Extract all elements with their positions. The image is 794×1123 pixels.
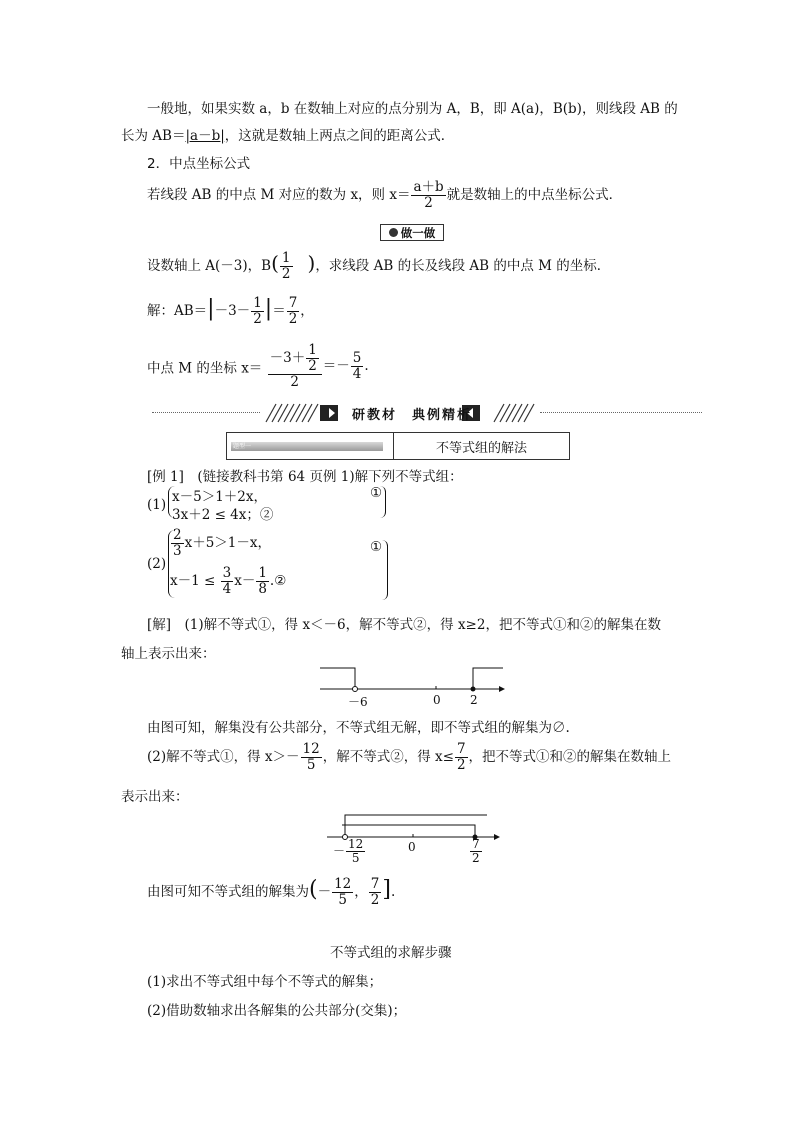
topic-title: 不等式组的解法 [435, 440, 527, 456]
solution2-line2: 表示出来： [121, 789, 189, 805]
solution-midpoint: 中点 M 的坐标 x＝ －3＋ $\frac{1}{2}$ 2 ＝－ $\frac{5}{4}$ . [147, 342, 369, 390]
conclusion2: 由图可知不等式组的解集为(－ $\frac{12}{5}$ ， $\frac{7}{2}$ ]. [147, 876, 396, 908]
ex1-label: (1) [147, 497, 167, 513]
midpoint-formula: 若线段 AB 的中点 M 对应的数为 x，则 x＝ $\frac{a+b}{2}$ 就是数轴上的中点坐标公式． [147, 179, 623, 211]
topic-tag: 题型一 [231, 442, 383, 451]
axis1-tick-neg6: －6 [348, 695, 368, 709]
axis2-tick-right: $\frac{7}{2}$ [472, 837, 480, 866]
distance-formula-line2: 长为 AB＝|a－b|，这就是数轴上两点之间的距离公式． [121, 128, 455, 144]
ex1-mark1: ① [370, 485, 383, 501]
axis2-tick-0: 0 [408, 840, 416, 854]
ex2-mark1: ① [370, 539, 383, 555]
banner-title: 研教材 典例精析 [352, 408, 473, 423]
try-it-badge: 做一做 [380, 224, 444, 241]
conclusion1: 由图可知，解集没有公共部分，不等式组无解，即不等式组的解集为∅. [147, 720, 570, 736]
axis1-tick-0: 0 [433, 693, 441, 707]
solution-length: 解：AB＝|－3－ $\frac{1}{2}$ |＝ $\frac{7}{2}$ ， [147, 295, 314, 327]
example-heading: [例 1] (链接教科书第 64 页例 1)解下列不等式组： [147, 469, 463, 485]
ex2-right-paren [382, 540, 388, 600]
axis1-tick-2: 2 [470, 693, 478, 707]
section-title-midpoint: 2．中点坐标公式 [147, 156, 251, 172]
distance-formula-line1: 一般地，如果实数 a，b 在数轴上对应的点分别为 A，B，即 A(a)，B(b)，则线段 AB 的 [147, 101, 678, 117]
number-line-1 [315, 662, 510, 708]
ex2-label: (2) [147, 556, 167, 572]
step-1: (1)求出不等式组中每个不等式的解集； [147, 974, 383, 990]
ex1-line1: x－5＞1＋2x， [172, 489, 267, 505]
topic-box [226, 432, 570, 460]
ex1-right-paren [380, 486, 386, 518]
solution1-line2: 轴上表示出来： [121, 646, 216, 662]
ex1-line2: 3x＋2 ≤ 4x；② [172, 507, 274, 523]
steps-title: 不等式组的求解步骤 [330, 945, 452, 961]
solution2-line1: (2)解不等式①，得 x＞－ $\frac{12}{5}$ ，解不等式②，得 x≤ $\frac{7}{2}$ ，把不等式①和②的解集在数轴上 [147, 741, 672, 773]
step-2: (2)借助数轴求出各解集的公共部分(交集)； [147, 1003, 407, 1019]
circle-icon [389, 228, 398, 237]
axis2-tick-left: － $\frac{12}{5}$ [333, 837, 364, 866]
ex2-line1: $\frac{2}{3}$ x＋5＞1－x， [173, 527, 271, 559]
solution1-line1: [解] (1)解不等式①，得 x＜－6，解不等式②，得 x≥2，把不等式①和②的解集在数 [147, 617, 661, 633]
exercise-line: 设数轴上 A(－3)，B( $\frac{1}{2}$ )，求线段 AB 的长及线段 AB 的中点 M 的坐标． [147, 250, 611, 282]
ex2-line2: x－1 ≤ $\frac{3}{4}$ x－ $\frac{1}{8}$ .② [170, 565, 287, 597]
